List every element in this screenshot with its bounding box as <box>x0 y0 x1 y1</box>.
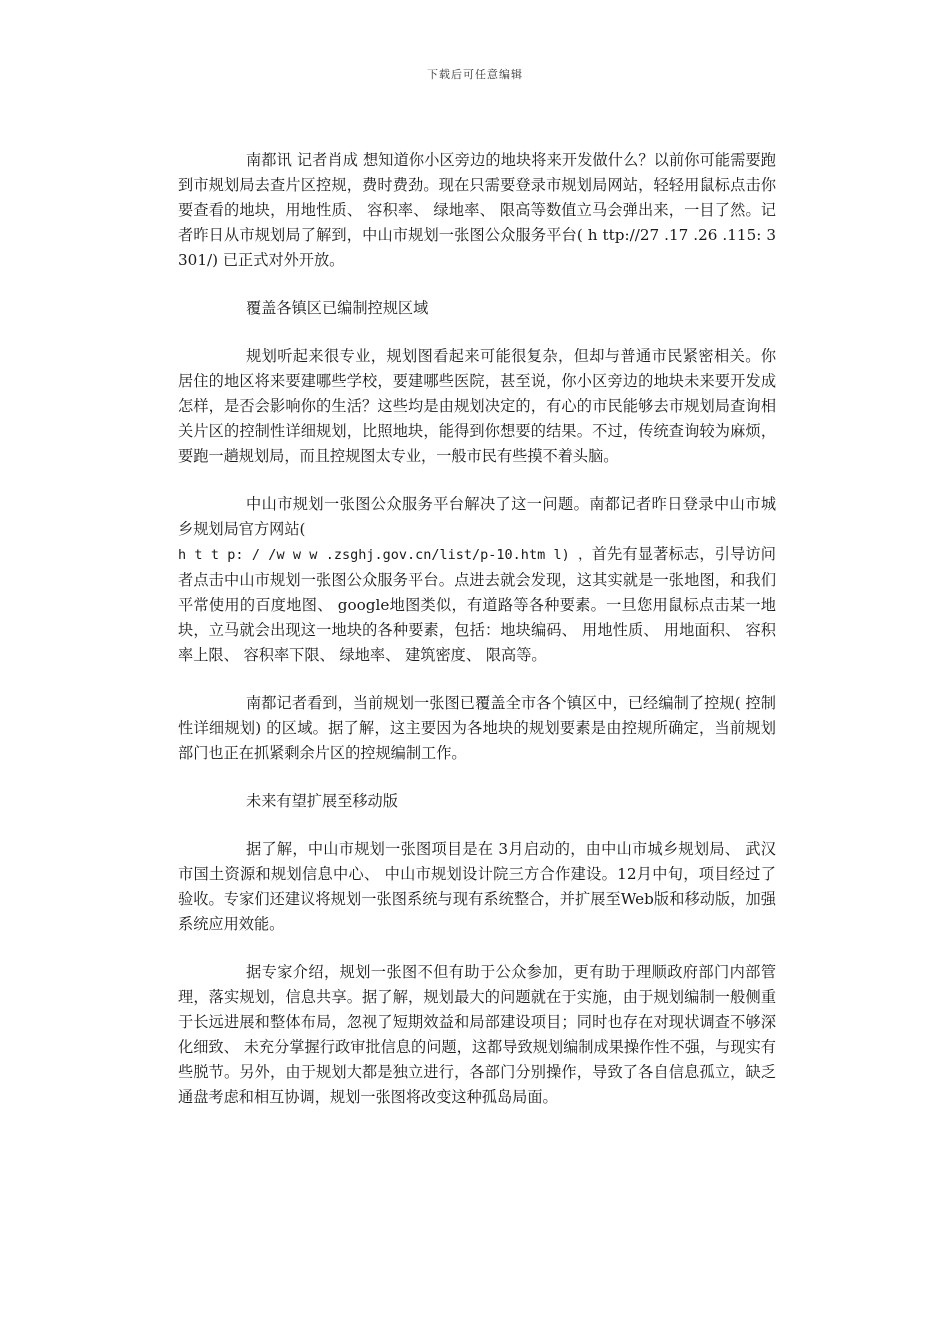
section-heading-2: 未来有望扩展至移动版 <box>246 792 398 810</box>
article-paragraph-6: 据专家介绍，规划一张图不但有助于公众参加，更有助于理顺政府部门内部管理，落实规划，信息共享。据了解，规划最大的问题就在于实施，由于规划编制一般侧重于长远进展和整体布局，忽视了短期效益和局部建设项目；同时也存在对现状调查不够深化细致、 未充分掌握行政审批信息的问题，这都导致规划编制成果操作性不强，与现实有些脱节。另外，由于规划大都是独立进行，各部门分别操作，导致了各自信息孤立，缺乏通盘考虑和相互协调，规划一张图将改变这种孤岛局面。 <box>178 963 776 1106</box>
section-heading-1: 覆盖各镇区已编制控规区域 <box>246 299 429 317</box>
article-paragraph-4: 南都记者看到，当前规划一张图已覆盖全市各个镇区中，已经编制了控规( 控制性详细规划) 的区域。据了解，这主要因为各地块的规划要素是由控规所确定，当前规划部门也正在抓紧剩余片区的控规编制工作。 <box>178 694 776 762</box>
article-body <box>178 148 776 1133</box>
page-header-note: 下载后可任意编辑 <box>427 68 523 81</box>
article-paragraph-5: 据了解，中山市规划一张图项目是在 3月启动的，由中山市城乡规划局、 武汉市国土资源和规划信息中心、 中山市规划设计院三方合作建设。12月中旬，项目经过了验收。专家们还建议将规划一张图系统与现有系统整合，并扩展至Web版和移动版，加强系统应用效能。 <box>178 840 776 933</box>
article-paragraph-2: 规划听起来很专业，规划图看起来可能很复杂，但却与普通市民紧密相关。你居住的地区将来要建哪些学校，要建哪些医院，甚至说，你小区旁边的地块未来要开发成怎样，是否会影响你的生活？这些均是由规划决定的，有心的市民能够去市规划局查询相关片区的控制性详细规划，比照地块，能得到你想要的结果。不过，传统查询较为麻烦，要跑一趟规划局，而且控规图太专业，一般市民有些摸不着头脑。 <box>178 347 776 465</box>
article-paragraph-3-rest: 首先有显著标志，引导访问者点击中山市规划一张图公众服务平台。点进去就会发现，这其实就是一张地图，和我们平常使用的百度地图、 google地图类似，有道路等各种要素。一旦您用鼠标点击某一地块，立马就会出现这一地块的各种要素，包括：地块编码、 用地性质、 用地面积、 容积率上限、 容积率下限、 绿地率、 建筑密度、 限高等。 <box>178 545 776 664</box>
article-paragraph-1: 南都讯 记者肖成 想知道你小区旁边的地块将来开发做什么？以前你可能需要跑到市规划局去查片区控规，费时费劲。现在只需要登录市规划局网站，轻轻用鼠标点击你要查看的地块，用地性质、 容积率、 绿地率、 限高等数值立马会弹出来，一目了然。记者昨日从市规划局了解到，中山市规划一张图公众服务平台( h ttp://27 .17 .26 .115: 3301/) 已正式对外开放。 <box>178 151 776 269</box>
website-url <box>178 542 776 668</box>
website-url-text: h t t p: / /w w w .zsghj.gov.cn/list/p-10.htm l) ， <box>178 547 592 563</box>
article-paragraph-3 <box>178 492 776 668</box>
article-paragraph-3-intro: 中山市规划一张图公众服务平台解决了这一问题。南都记者昨日登录中山市城乡规划局官方网站( <box>178 495 776 538</box>
